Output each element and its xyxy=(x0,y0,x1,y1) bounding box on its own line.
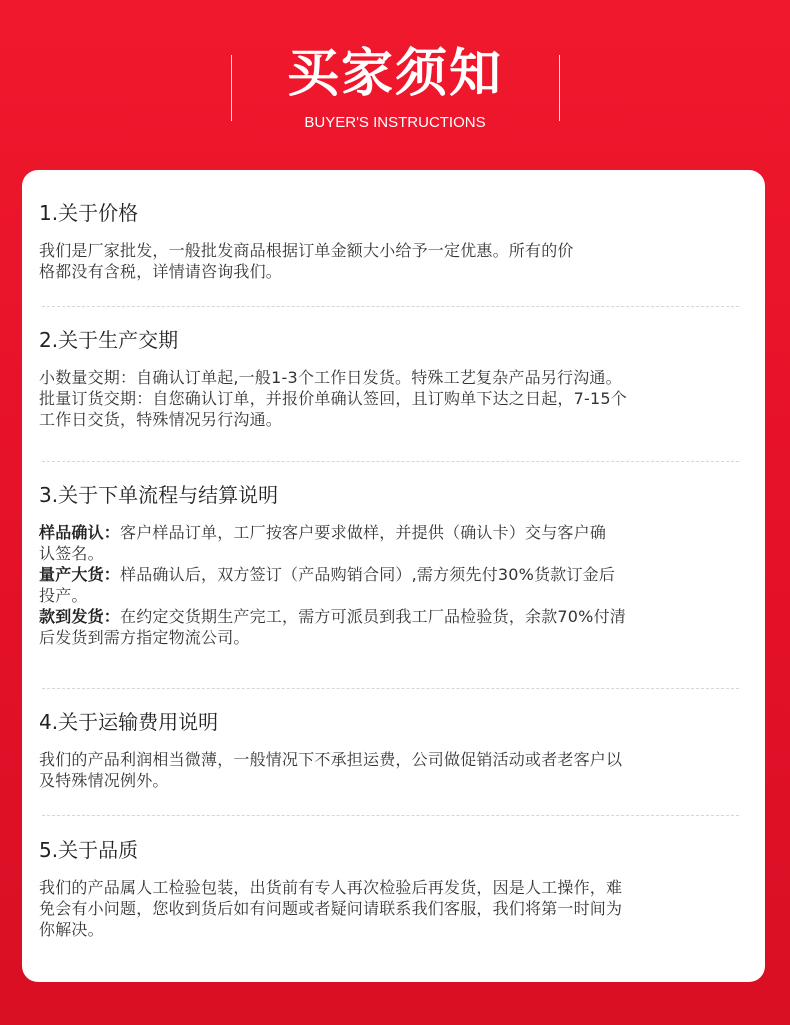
instructions-card xyxy=(22,170,765,982)
section-quality xyxy=(39,837,765,940)
section-order-process xyxy=(39,482,765,648)
section-shipping-cost xyxy=(39,709,765,791)
section-text-line: 工作日交货，特殊情况另行沟通。 xyxy=(39,410,283,429)
section-text-line: 免会有小问题，您收到货后如有问题或者疑问请联系我们客服，我们将第一时间为 xyxy=(39,899,623,918)
section-text-line: 我们是厂家批发，一般批发商品根据订单金额大小给予一定优惠。所有的价 xyxy=(39,241,574,260)
section-title: 4.关于运输费用说明 xyxy=(39,710,219,734)
order-step-label: 样品确认： xyxy=(39,523,121,542)
order-step-label: 量产大货： xyxy=(39,565,121,584)
section-price xyxy=(39,200,765,282)
order-step-label: 款到发货： xyxy=(39,607,121,626)
section-title: 5.关于品质 xyxy=(39,838,139,862)
order-step-line: 认签名。 xyxy=(39,544,104,563)
section-text-line: 你解决。 xyxy=(39,920,104,939)
page-subtitle: BUYER'S INSTRUCTIONS xyxy=(304,114,486,131)
order-step-line: 投产。 xyxy=(39,586,88,605)
order-step-line: 后发货到需方指定物流公司。 xyxy=(39,628,250,647)
section-text-line: 批量订货交期：自您确认订单，并报价单确认签回，且订购单下达之日起，7-15个 xyxy=(39,389,627,408)
header-divider-right xyxy=(559,55,560,121)
page-title: 买家须知 xyxy=(286,44,503,104)
section-title: 1.关于价格 xyxy=(39,201,139,225)
section-text-line: 小数量交期：自确认订单起,一般1-3个工作日发货。特殊工艺复杂产品另行沟通。 xyxy=(39,368,622,387)
section-divider xyxy=(42,306,739,307)
section-title: 3.关于下单流程与结算说明 xyxy=(39,483,279,507)
order-step-line xyxy=(39,606,765,627)
order-step-line xyxy=(39,522,765,543)
section-text-line: 及特殊情况例外。 xyxy=(39,771,169,790)
order-step-line xyxy=(39,564,765,585)
page-header xyxy=(0,0,790,160)
section-text-line: 我们的产品利润相当微薄，一般情况下不承担运费，公司做促销活动或者老客户以 xyxy=(39,750,623,769)
section-divider xyxy=(42,815,739,816)
order-step-text: 在约定交货期生产完工，需方可派员到我工厂品检验货，余款70%付清 xyxy=(120,607,626,626)
section-text-line: 我们的产品属人工检验包装，出货前有专人再次检验后再发货，因是人工操作，难 xyxy=(39,878,623,897)
section-title: 2.关于生产交期 xyxy=(39,328,179,352)
section-text-line: 格都没有含税，详情请咨询我们。 xyxy=(39,262,283,281)
order-step-text: 客户样品订单，工厂按客户要求做样，并提供（确认卡）交与客户确 xyxy=(120,523,607,542)
section-divider xyxy=(42,688,739,689)
section-divider xyxy=(42,461,739,462)
order-step-text: 样品确认后，双方签订（产品购销合同）,需方须先付30%货款订金后 xyxy=(120,565,616,584)
section-production-time xyxy=(39,327,765,430)
